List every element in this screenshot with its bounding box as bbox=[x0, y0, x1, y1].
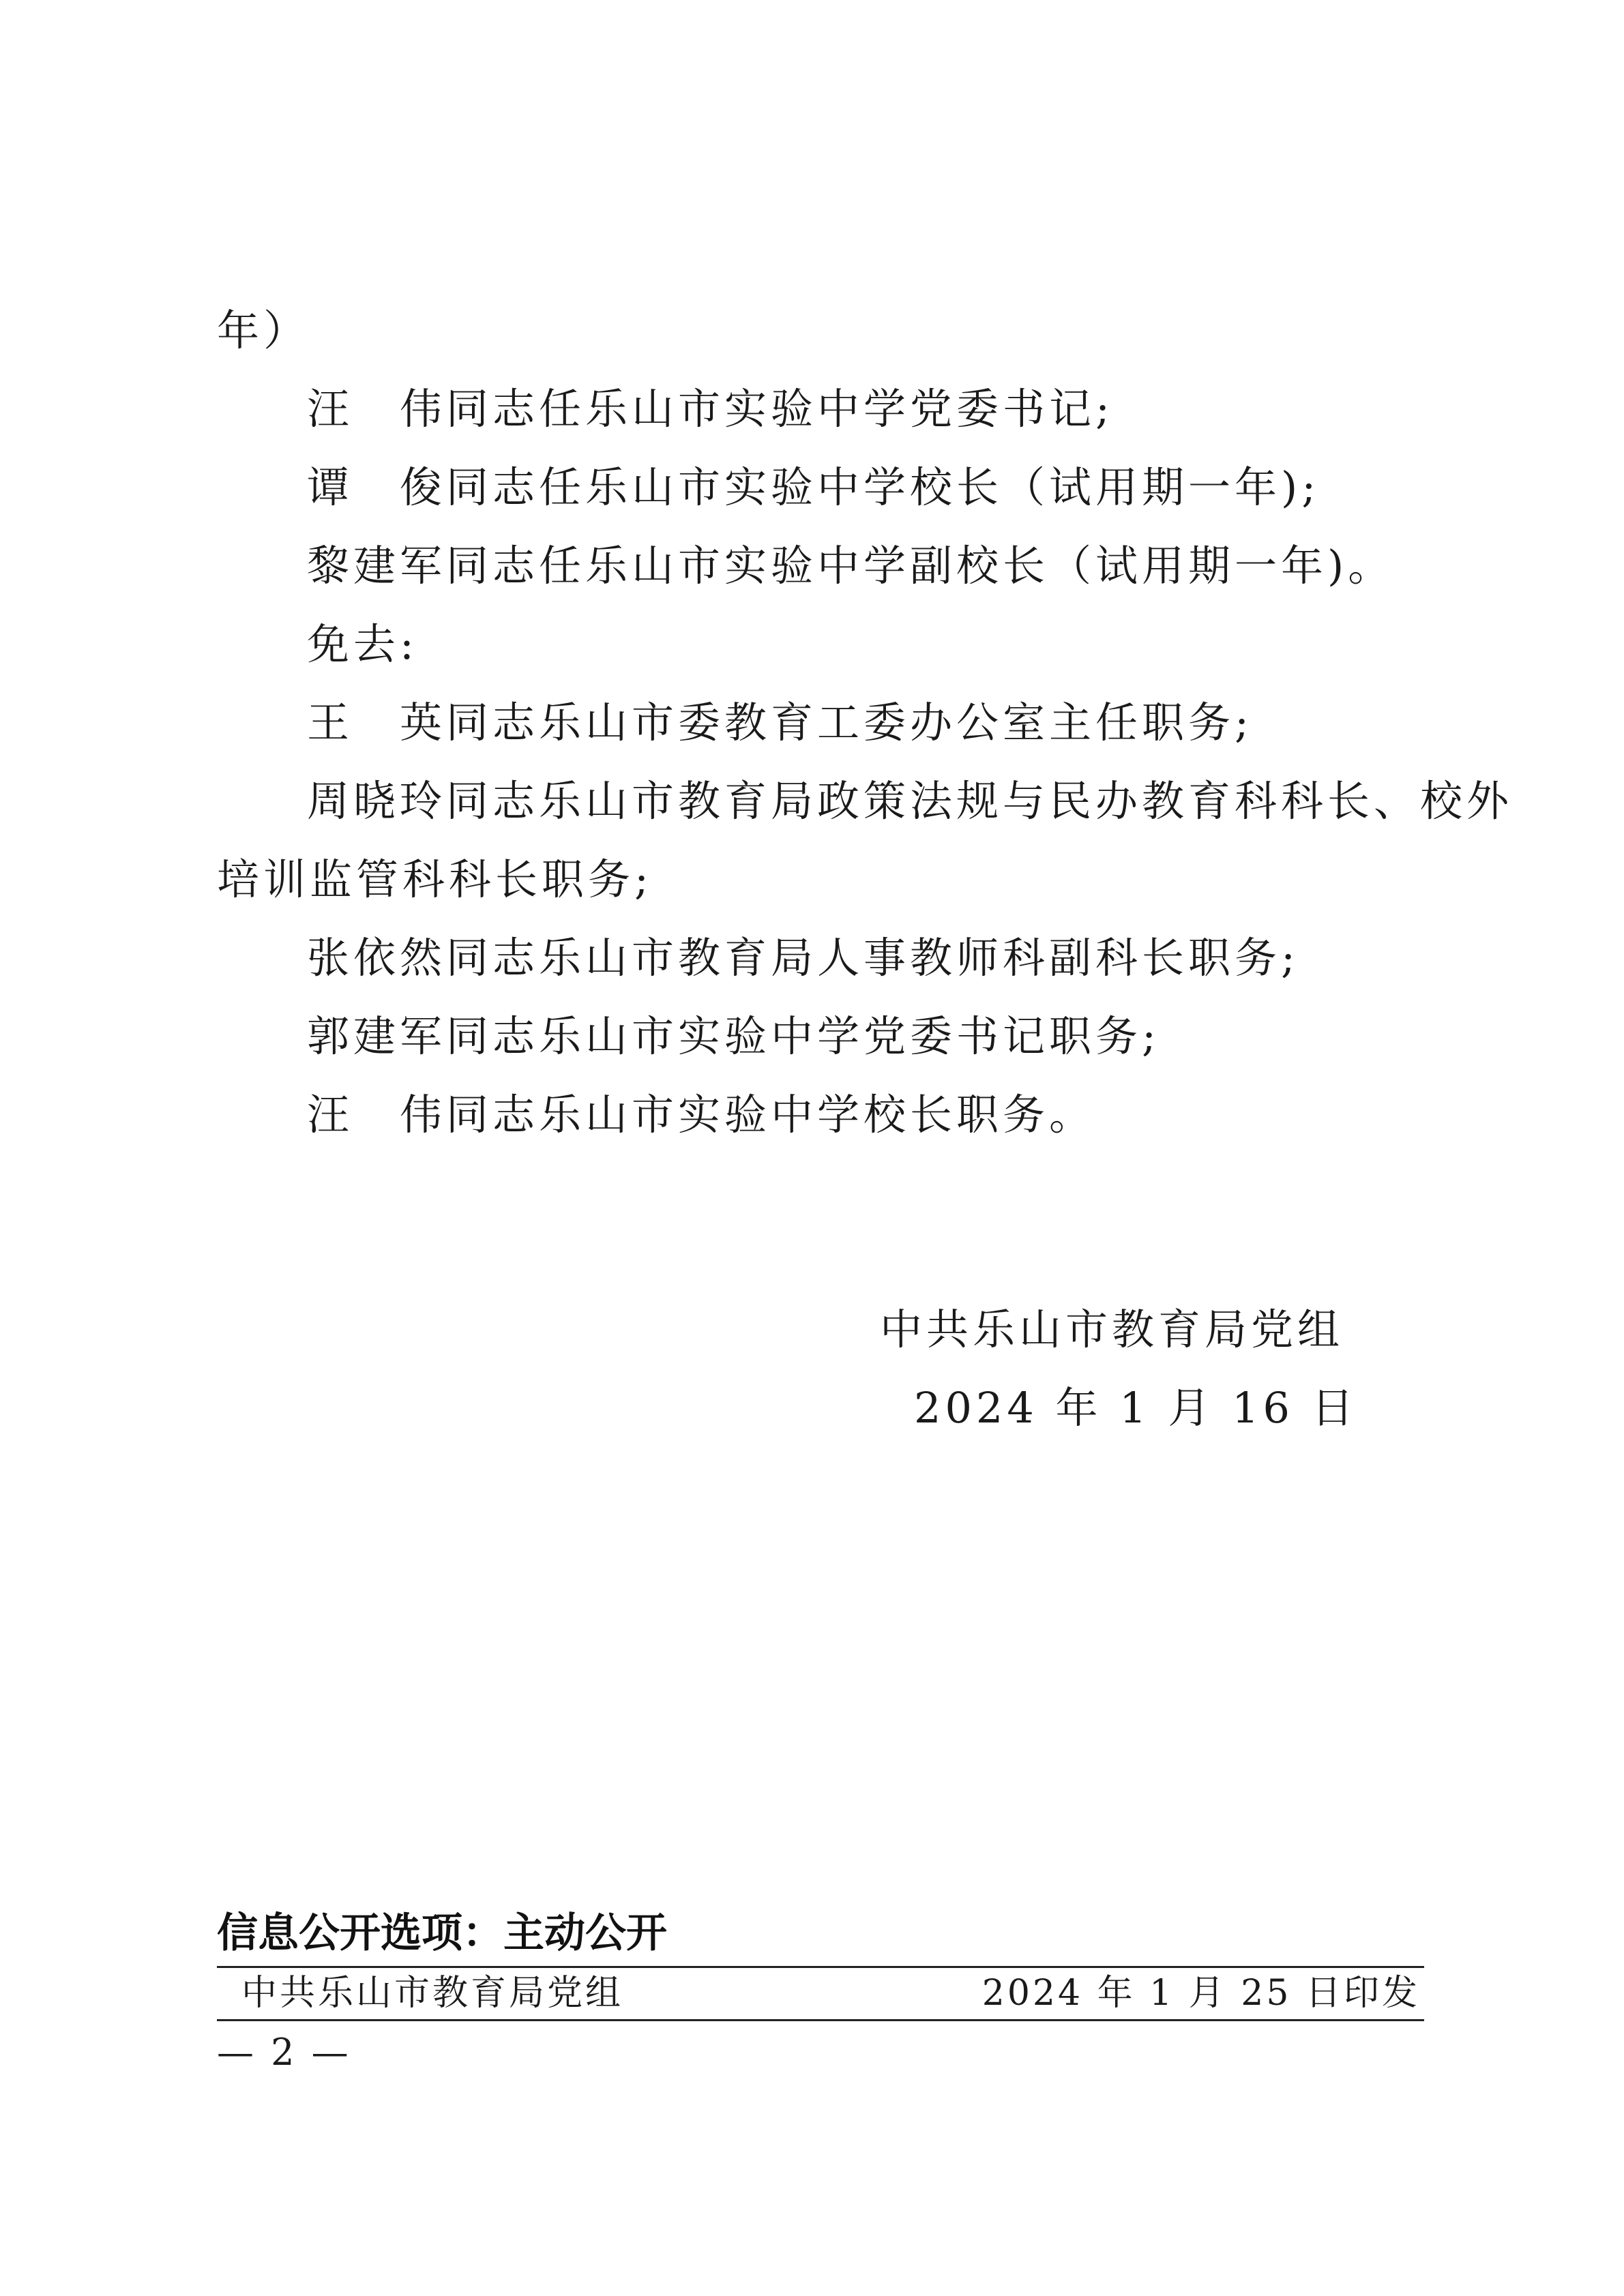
signature-date: 2024 年 1 月 16 日 bbox=[914, 1383, 1358, 1433]
footer-issuer: 中共乐山市教育局党组 bbox=[241, 1973, 624, 2014]
footer-top-rule bbox=[217, 1966, 1424, 1968]
body-line-removal-3: 张依然同志乐山市教育局人事教师科副科长职务; bbox=[307, 933, 1299, 983]
body-line-removal-1: 王 英同志乐山市委教育工委办公室主任职务; bbox=[307, 698, 1253, 747]
disclosure-option-label: 信息公开选项：主动公开 bbox=[217, 1909, 667, 1957]
body-line-removal-2-continued: 培训监管科科长职务; bbox=[217, 854, 653, 904]
body-line-appointment-1: 汪 伟同志任乐山市实验中学党委书记; bbox=[307, 384, 1114, 434]
body-line-removal-heading: 免去: bbox=[307, 619, 418, 669]
signature-organization: 中共乐山市教育局党组 bbox=[880, 1304, 1344, 1354]
body-line-removal-5: 汪 伟同志乐山市实验中学校长职务。 bbox=[307, 1090, 1096, 1139]
footer-print-date: 2024 年 1 月 25 日印发 bbox=[981, 1973, 1420, 2014]
body-line-removal-2: 周晓玲同志乐山市教育局政策法规与民办教育科科长、校外 bbox=[307, 776, 1514, 826]
footer-bottom-rule bbox=[217, 2019, 1424, 2021]
body-line-removal-4: 郭建军同志乐山市实验中学党委书记职务; bbox=[307, 1011, 1160, 1061]
body-line-continuation: 年） bbox=[217, 305, 310, 355]
page-number: — 2 — bbox=[217, 2031, 351, 2074]
body-line-appointment-2: 谭 俊同志任乐山市实验中学校长（试用期一年); bbox=[307, 462, 1320, 512]
body-line-appointment-3: 黎建军同志任乐山市实验中学副校长（试用期一年)。 bbox=[307, 541, 1395, 591]
footer-issuer-row bbox=[217, 1969, 1424, 2017]
